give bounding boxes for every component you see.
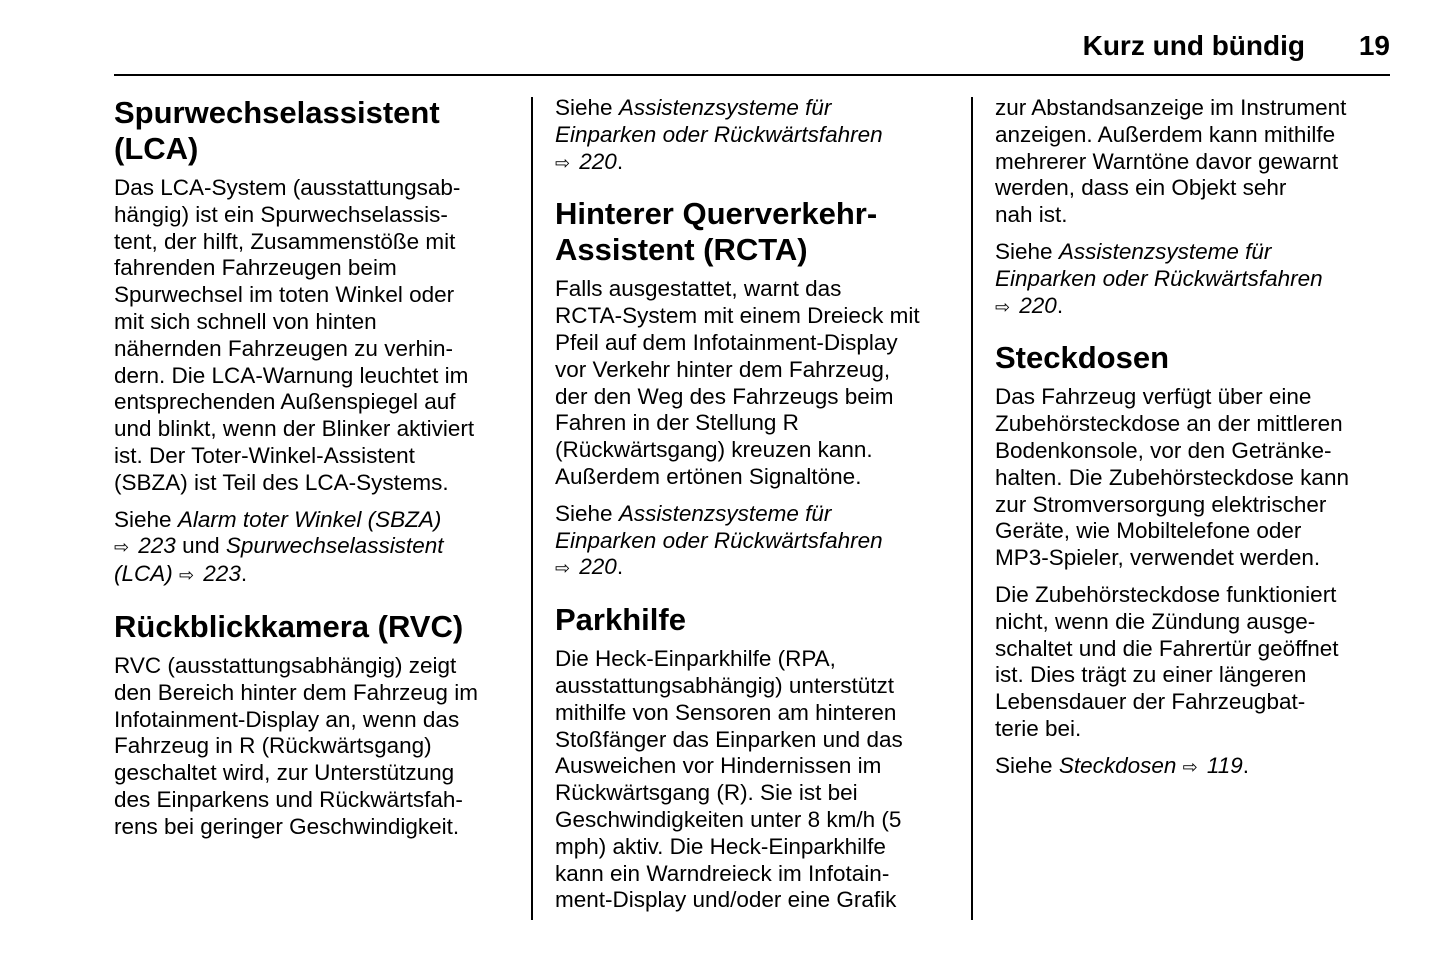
arrow-right-icon: ⇨ xyxy=(555,152,571,173)
column-1 xyxy=(114,95,514,851)
see-also-lca xyxy=(114,507,514,589)
page-reference[interactable]: 119 xyxy=(1206,752,1243,778)
text-line: vor Verkehr hinter dem Fahrzeug, xyxy=(555,356,891,382)
heading-line: Assistent (RCTA) xyxy=(555,232,808,268)
text-line: MP3-Spieler, verwendet werden. xyxy=(995,545,1321,571)
column-2 xyxy=(555,95,955,924)
paragraph-parkhilfe-cont xyxy=(995,95,1395,229)
arrow-right-icon: ⇨ xyxy=(114,537,130,558)
text-line: mph) aktiv. Die Heck-Einparkhilfe xyxy=(555,833,886,859)
text-line: terie bei. xyxy=(995,715,1082,741)
text-line: Geräte, wie Mobiltelefone oder xyxy=(995,518,1302,544)
text-line: Infotainment-Display an, wenn das xyxy=(114,706,460,732)
see-also-steckdosen xyxy=(995,753,1395,781)
text-line: Außerdem ertönen Signaltöne. xyxy=(555,463,862,489)
text-line: halten. Die Zubehörsteckdose kann xyxy=(995,464,1349,490)
heading-lca xyxy=(114,95,514,167)
text-line: den Bereich hinter dem Fahrzeug im xyxy=(114,679,478,705)
paragraph-steckdosen-1 xyxy=(995,384,1395,572)
text-line: der den Weg des Fahrzeugs beim xyxy=(555,383,894,409)
see-label: Siehe xyxy=(114,506,178,532)
arrow-right-icon: ⇨ xyxy=(1182,756,1198,777)
text-line: Falls ausgestattet, warnt das xyxy=(555,276,842,302)
heading-line: Hinterer Querverkehr- xyxy=(555,196,878,232)
page-reference[interactable]: 223 xyxy=(138,533,176,559)
period: . xyxy=(616,148,624,174)
text-line: Ausweichen vor Hindernissen im xyxy=(555,753,882,779)
header-title: Kurz und bündig xyxy=(1082,30,1305,61)
text-line: Lebensdauer der Fahrzeugbat- xyxy=(995,689,1306,715)
cross-reference[interactable]: Assistenzsysteme für xyxy=(1058,238,1272,264)
text-line: RCTA-System mit einem Dreieck mit xyxy=(555,303,920,329)
text-line: ausstattungsabhängig) unterstützt xyxy=(555,672,894,698)
see-label: Siehe xyxy=(555,500,619,526)
period: . xyxy=(240,561,248,587)
arrow-right-icon: ⇨ xyxy=(179,565,195,586)
cross-reference[interactable]: Assistenzsysteme für xyxy=(618,95,832,120)
heading-rvc: Rückblickkamera (RVC) xyxy=(114,608,464,644)
page-number: 19 xyxy=(1358,30,1390,61)
text-line: (SBZA) ist Teil des LCA-Systems. xyxy=(114,469,449,495)
text-line: schaltet und die Fahrertür geöffnet xyxy=(995,635,1339,661)
text-line: (Rückwärtsgang) kreuzen kann. xyxy=(555,437,873,463)
text-line: Spurwechsel im toten Winkel oder xyxy=(114,282,455,308)
arrow-right-icon: ⇨ xyxy=(995,296,1011,317)
column-divider xyxy=(971,97,973,920)
conjunction: und xyxy=(175,533,226,559)
text-line: entsprechenden Außenspiegel auf xyxy=(114,389,456,415)
cross-reference[interactable]: Steckdosen xyxy=(1058,752,1177,778)
cross-reference[interactable]: Assistenzsysteme für xyxy=(618,500,832,526)
cross-reference[interactable]: Einparken oder Rückwärtsfahren xyxy=(555,527,883,553)
page-header xyxy=(114,26,1390,76)
period: . xyxy=(616,554,624,580)
text-line: hängig) ist ein Spurwechselassis- xyxy=(114,201,448,227)
page-reference[interactable]: 220 xyxy=(1019,292,1057,318)
page-reference[interactable]: 223 xyxy=(203,561,241,587)
text-line: Stoßfänger das Einparken und das xyxy=(555,726,903,752)
paragraph-lca xyxy=(114,175,514,497)
cross-reference[interactable]: Einparken oder Rückwärtsfahren xyxy=(555,121,883,147)
period: . xyxy=(1056,292,1064,318)
text-line: dern. Die LCA-Warnung leuchtet im xyxy=(114,362,469,388)
paragraph-parkhilfe xyxy=(555,646,955,914)
text-line: zur Stromversorgung elektrischer xyxy=(995,491,1327,517)
heading-parkhilfe: Parkhilfe xyxy=(555,602,686,638)
text-line: geschaltet wird, zur Unterstützung xyxy=(114,760,455,786)
see-also-top xyxy=(555,95,955,176)
cross-reference-lca[interactable]: Spurwechselassistent xyxy=(225,533,444,559)
column-divider xyxy=(531,97,533,920)
text-line: Geschwindigkeiten unter 8 km/h (5 xyxy=(555,806,902,832)
heading-rcta xyxy=(555,196,955,268)
period: . xyxy=(1242,752,1250,778)
text-line: nah ist. xyxy=(995,202,1068,228)
paragraph-steckdosen-2 xyxy=(995,582,1395,743)
see-also-parkhilfe xyxy=(995,239,1395,320)
text-line: Fahren in der Stellung R xyxy=(555,410,799,436)
heading-steckdosen: Steckdosen xyxy=(995,340,1170,376)
text-line: werden, dass ein Objekt sehr xyxy=(995,175,1287,201)
text-line: Die Heck-Einparkhilfe (RPA, xyxy=(555,646,836,672)
text-line: und blinkt, wenn der Blinker aktiviert xyxy=(114,416,475,442)
page-reference[interactable]: 220 xyxy=(579,554,617,580)
text-line: anzeigen. Außerdem kann mithilfe xyxy=(995,121,1336,147)
text-line: RVC (ausstattungsabhängig) zeigt xyxy=(114,652,457,678)
text-line: nicht, wenn die Zündung ausge- xyxy=(995,608,1316,634)
heading-line: (LCA) xyxy=(114,131,199,166)
text-line: rens bei geringer Geschwindigkeit. xyxy=(114,813,460,839)
text-line: Fahrzeug in R (Rückwärtsgang) xyxy=(114,733,432,759)
heading-line: Spurwechselassistent xyxy=(114,95,440,130)
text-line: Rückwärtsgang (R). Sie ist bei xyxy=(555,780,858,806)
text-line: Das Fahrzeug verfügt über eine xyxy=(995,384,1312,410)
see-label: Siehe xyxy=(995,238,1059,264)
paragraph-rvc xyxy=(114,653,514,841)
text-line: ment-Display und/oder eine Grafik xyxy=(555,887,897,913)
page-reference[interactable]: 220 xyxy=(579,148,617,174)
text-line: des Einparkens und Rückwärtsfah- xyxy=(114,786,463,812)
text-line: tent, der hilft, Zusammenstöße mit xyxy=(114,228,456,254)
see-label: Siehe xyxy=(995,752,1059,778)
see-also-rcta xyxy=(555,501,955,582)
text-line: kann ein Warndreieck im Infotain- xyxy=(555,860,890,886)
text-line: mehrerer Warntöne davor gewarnt xyxy=(995,148,1339,174)
text-line: Zubehörsteckdose an der mittleren xyxy=(995,411,1343,437)
cross-reference-lca-abbr[interactable]: (LCA) xyxy=(114,561,173,587)
text-line: Das LCA-System (ausstattungsab- xyxy=(114,175,461,200)
column-3 xyxy=(995,95,1395,791)
text-line: ist. Der Toter-Winkel-Assistent xyxy=(114,442,415,468)
arrow-right-icon: ⇨ xyxy=(555,558,571,579)
text-line: fahrenden Fahrzeugen beim xyxy=(114,255,397,281)
text-line: nähernden Fahrzeugen zu verhin- xyxy=(114,335,453,361)
cross-reference[interactable]: Einparken oder Rückwärtsfahren xyxy=(995,265,1323,291)
see-label: Siehe xyxy=(555,95,619,120)
text-line: Pfeil auf dem Infotainment-Display xyxy=(555,329,898,355)
text-line: mit sich schnell von hinten xyxy=(114,308,377,334)
cross-reference-sbza[interactable]: Alarm toter Winkel (SBZA) xyxy=(177,506,442,532)
text-line: zur Abstandsanzeige im Instrument xyxy=(995,95,1347,120)
text-line: ist. Dies trägt zu einer längeren xyxy=(995,662,1307,688)
text-line: Bodenkonsole, vor den Getränke- xyxy=(995,437,1332,463)
paragraph-rcta xyxy=(555,276,955,490)
text-line: mithilfe von Sensoren am hinteren xyxy=(555,699,897,725)
text-line: Die Zubehörsteckdose funktioniert xyxy=(995,581,1337,607)
